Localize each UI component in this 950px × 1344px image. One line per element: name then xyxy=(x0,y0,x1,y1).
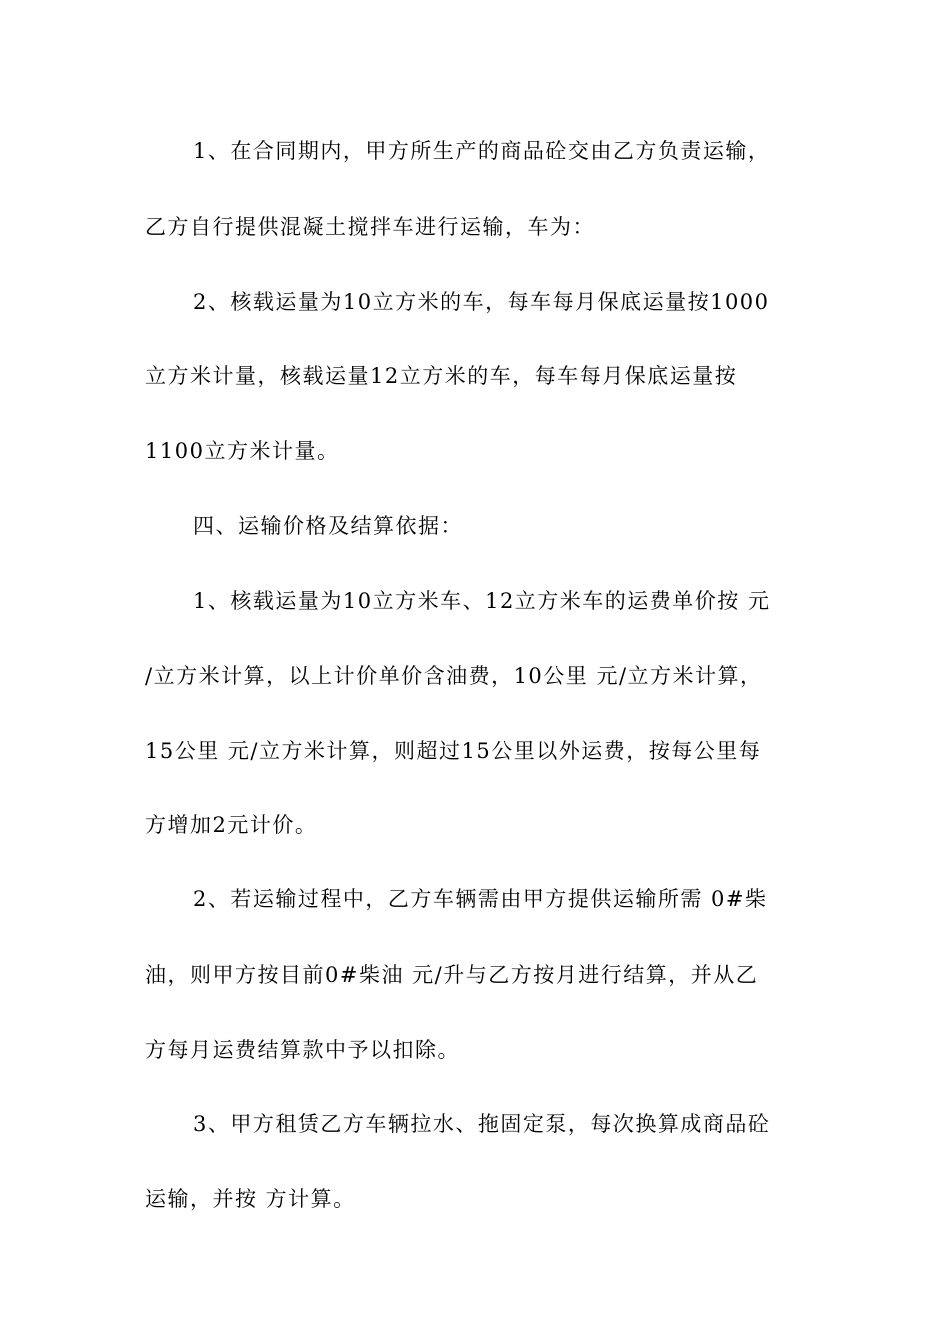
paragraph-line: /立方米计算，以上计价单价含油费，10公里 元/立方米计算， xyxy=(145,664,763,688)
paragraph-line: 乙方自行提供混凝土搅拌车进行运输，车为： xyxy=(145,215,595,239)
paragraph-line: 方增加2元计价。 xyxy=(145,813,318,837)
paragraph-line: 1、核载运量为10立方米车、12立方米车的运费单价按 元 xyxy=(193,589,771,613)
paragraph-line: 2、核载运量为10立方米的车，每车每月保底运量按1000 xyxy=(193,290,770,314)
paragraph-line: 方每月运费结算款中予以扣除。 xyxy=(145,1038,460,1062)
paragraph-line: 2、若运输过程中，乙方车辆需由甲方提供运输所需 0#柴 xyxy=(193,887,768,911)
paragraph-line: 运输，并按 方计算。 xyxy=(145,1187,356,1211)
paragraph-line: 1、在合同期内，甲方所生产的商品砼交由乙方负责运输， xyxy=(193,139,771,163)
paragraph-line: 油，则甲方按目前0#柴油 元/升与乙方按月进行结算，并从乙 xyxy=(145,963,759,987)
paragraph-line: 1100立方米计量。 xyxy=(145,439,340,463)
paragraph-line: 3、甲方租赁乙方车辆拉水、拖固定泵，每次换算成商品砼 xyxy=(193,1112,771,1136)
section-heading: 四、运输价格及结算依据： xyxy=(193,514,463,538)
paragraph-line: 15公里 元/立方米计算，则超过15公里以外运费，按每公里每 xyxy=(145,739,762,763)
paragraph-line: 立方米计量，核载运量12立方米的车，每车每月保底运量按 xyxy=(145,364,738,388)
